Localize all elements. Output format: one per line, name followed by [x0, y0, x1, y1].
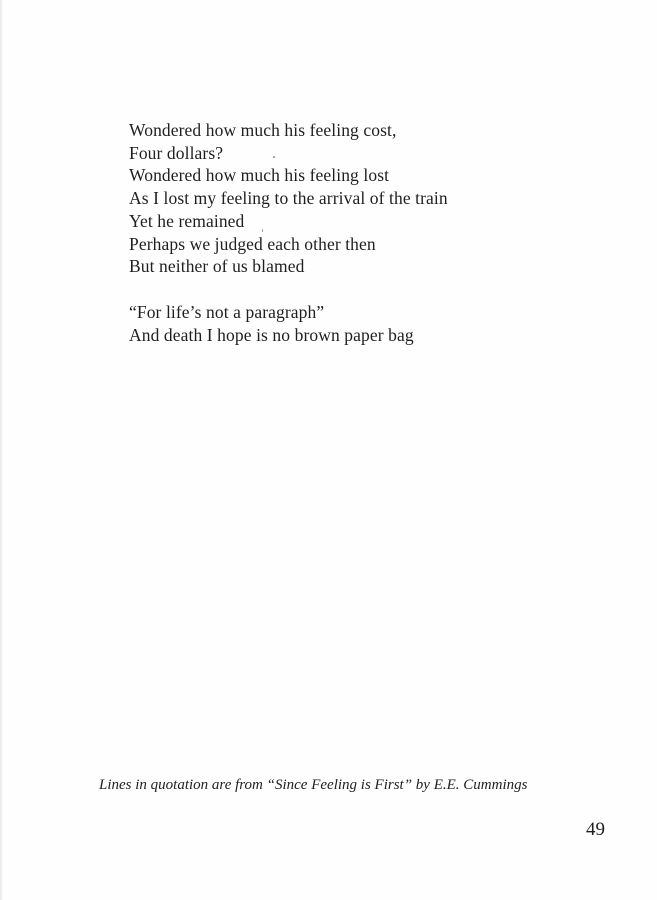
poem-line: Yet he remained	[129, 210, 245, 231]
page-number: 49	[586, 819, 605, 840]
poem-line: Perhaps we judged each other then	[129, 233, 376, 254]
paper-speck	[273, 156, 275, 158]
poem-line: Wondered how much his feeling lost	[129, 165, 390, 186]
poem-line: As I lost my feeling to the arrival of the train	[129, 188, 448, 209]
poem-stanza-2	[129, 301, 414, 346]
paper-speck	[262, 229, 263, 232]
poem-line: “For life’s not a paragraph”	[129, 302, 325, 322]
poem-line: But neither of us blamed	[129, 256, 305, 277]
poem-stanza-1	[129, 119, 448, 278]
poem-line: And death I hope is no brown paper bag	[129, 324, 414, 345]
footnote: Lines in quotation are from “Since Feeling is First” by E.E. Cummings	[99, 777, 528, 793]
page-edge-shadow	[0, 0, 3, 900]
poem-line: Four dollars?	[129, 142, 224, 163]
poem-line: Wondered how much his feeling cost,	[129, 120, 397, 140]
